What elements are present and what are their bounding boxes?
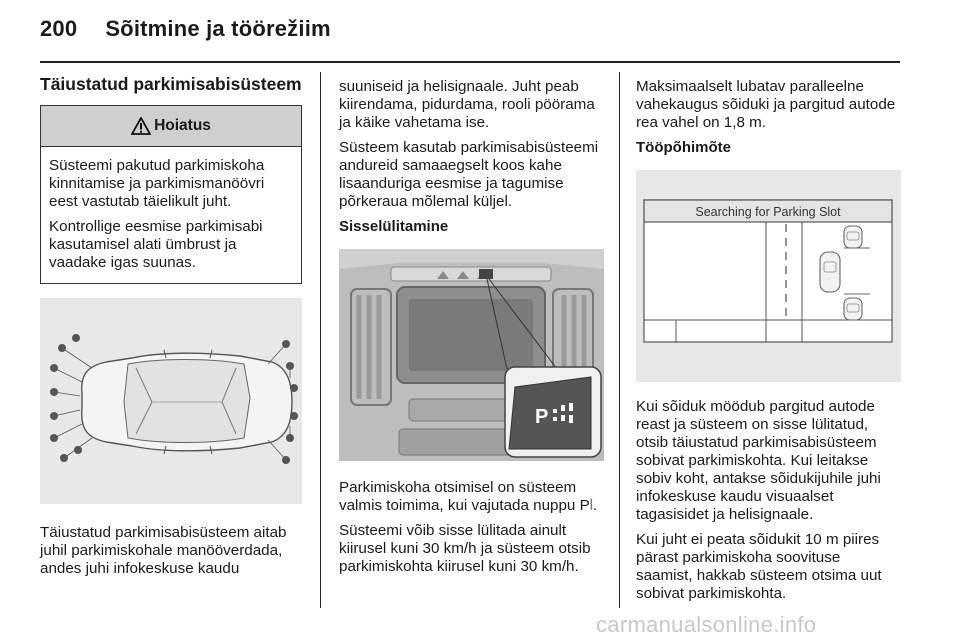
column-divider-1 (320, 72, 321, 608)
paragraph-distance: Maksimaalselt lubatav paralleelne vahekaugus sõiduki ja pargitud autode rea vahel on 1,8 m. (636, 78, 896, 131)
display-screen-illustration (636, 170, 901, 382)
warning-triangle-icon (131, 117, 151, 135)
paragraph-intro: Täiustatud parkimisabisüsteem aitab juhil parkimiskohale manööverdada, andes juhi infokeskuse kaudu (40, 524, 287, 577)
svg-text:P: P (535, 406, 549, 428)
warning-body (41, 147, 301, 283)
column-3 (636, 78, 901, 610)
column-1 (40, 74, 306, 585)
page-number: 200 (40, 16, 78, 41)
warning-box (40, 105, 302, 284)
dashboard-button-figure (339, 249, 604, 461)
parking-button-icon: P⦚. (579, 497, 598, 514)
page-header (40, 16, 331, 42)
paragraph-search: Kui sõiduk möödub pargitud autode reast ja süsteem on sisse lülitatud, otsib täiustatud parkimisabisüsteem sobivat parkimiskohta. Kui leitakse sobiv koht, antakse sõidukijuhile juhi infokeskuse kaudu visuaalset tagasisidet ja helisignaale. (636, 398, 881, 523)
paragraph-sensors: Süsteem kasutab parkimisabisüsteemi andureid samaaegselt koos kahe lisaanduriga eesmise ja tagumise põrkeraua mõlemal küljel. (339, 139, 599, 210)
car-top-view-illustration (40, 298, 302, 504)
subtitle-activation: Sisselülitamine (339, 218, 449, 235)
paragraph-speed: Süsteemi võib sisse lülitada ainult kiirusel kuni 30 km/h ja süsteem otsib parkimiskohta kiirusel kuni 30 km/h. (339, 522, 591, 575)
column-2 (339, 78, 604, 583)
paragraph-timeout: Kui juht ei peata sõidukit 10 m piires pärast parkimiskoha soovituse saamist, hakkab süsteem otsima uut sobivat parkimiskohta. (636, 531, 882, 602)
screen-title: Searching for Parking Slot (695, 205, 841, 219)
car-sensors-figure (40, 298, 302, 504)
section-title: Täiustatud parkimisabisüsteem (40, 74, 302, 94)
subtitle-operation: Tööpõhimõte (636, 139, 731, 156)
paragraph-button: Parkimiskoha otsimisel on süsteem valmis toimima, kui vajutada nuppu P⦚. (339, 479, 598, 514)
header-rule (40, 61, 900, 63)
warning-text-2: Kontrollige eesmise parkimisabi kasutamisel alati ümbrust ja vaadake igas suunas. (49, 218, 263, 271)
warning-header (41, 106, 301, 147)
page-title: Sõitmine ja töörežiim (105, 16, 331, 41)
warning-text-1: Süsteemi pakutud parkimiskoha kinnitamise ja parkimismanöövri eest vastutab täielikult juht. (49, 157, 265, 210)
warning-title: Hoiatus (154, 117, 211, 134)
column-divider-2 (619, 72, 620, 608)
parking-slot-screen-figure (636, 170, 901, 382)
paragraph-guidance: suuniseid ja helisignaale. Juht peab kiirendama, pidurdama, rooli pöörama ja käike vahetama ise. (339, 78, 595, 131)
dashboard-illustration (339, 249, 604, 461)
watermark: carmanualsonline.info (596, 612, 817, 637)
